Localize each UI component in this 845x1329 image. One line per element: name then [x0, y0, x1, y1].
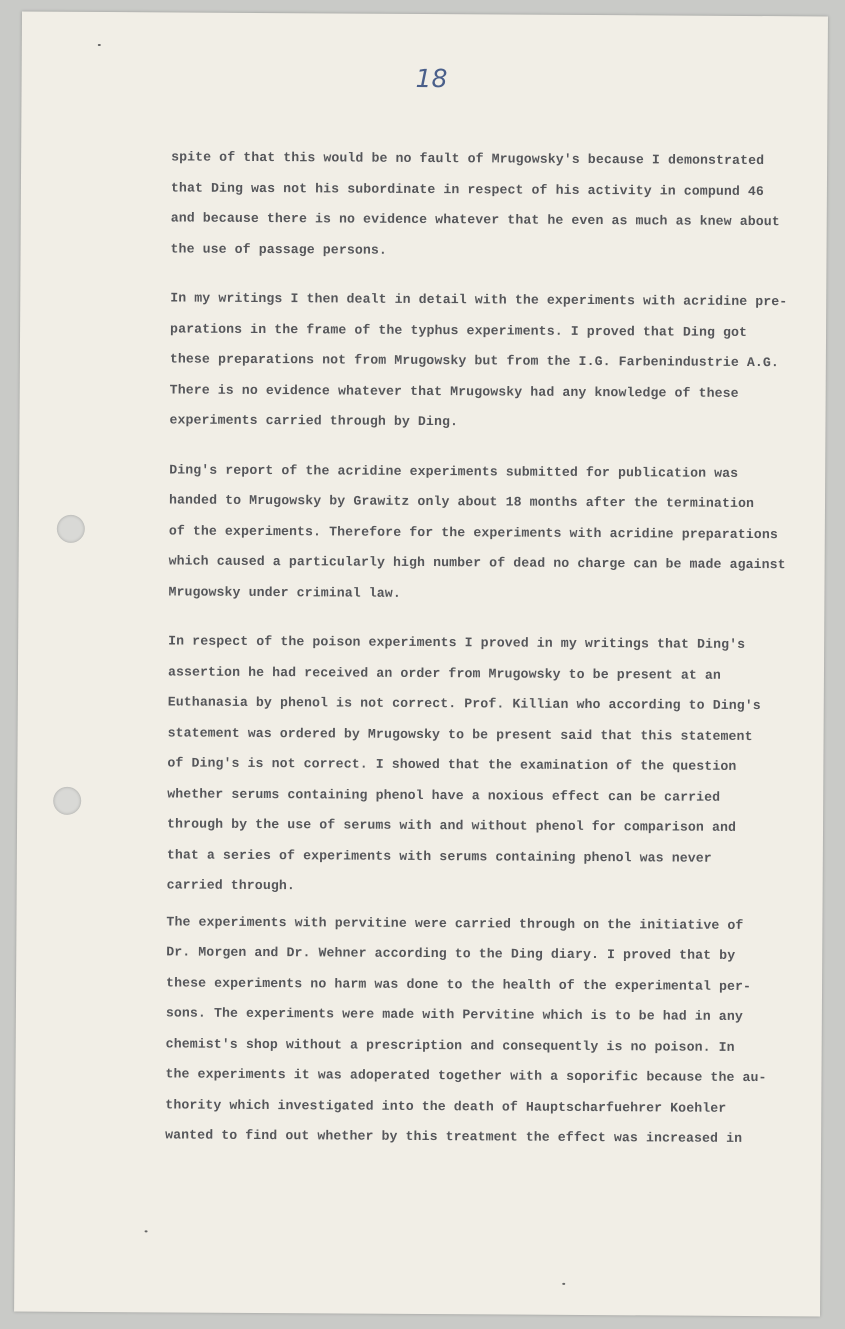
text-line: through by the use of serums with and without phenol for comparison and: [167, 816, 737, 835]
text-line: of Ding's is not correct. I showed that the examination of the question: [167, 755, 737, 774]
document-body: [165, 142, 821, 1173]
text-line: whether serums containing phenol have a noxious effect can be carried: [167, 785, 721, 805]
text-line: statement was ordered by Mrugowsky to be present said that this statement: [167, 724, 753, 744]
text-line: that Ding was not his subordinate in respect of his activity in compund 46: [170, 179, 765, 199]
text-line: Mrugowsky under criminal law.: [168, 583, 401, 601]
text-line: chemist's shop without a prescription and consequently is no poison. In: [165, 1035, 735, 1055]
punch-hole-bottom: [53, 787, 81, 815]
text-line: these experiments no harm was done to the health of the experimental per-: [166, 974, 752, 994]
text-line: thority which investigated into the death of Hauptscharfuehrer Koehler: [165, 1096, 727, 1116]
text-line: which caused a particularly high number of dead no charge can be made against: [168, 553, 786, 573]
text-line: In respect of the poison experiments I proved in my writings that Ding's: [168, 633, 746, 652]
text-line: Dr. Morgen and Dr. Wehner according to the Ding diary. I proved that by: [166, 944, 736, 963]
text-line: sons. The experiments were made with Pervitine which is to be had in any: [165, 1005, 743, 1024]
text-line: parations in the frame of the typhus experiments. I proved that Ding got: [170, 320, 748, 340]
text-line: the use of passage persons.: [170, 240, 387, 258]
paper-speck: [145, 1230, 148, 1232]
paragraph-5: [165, 907, 816, 1155]
page-number: 18: [415, 63, 448, 94]
text-line: Euthanasia by phenol is not correct. Prof. Killian who according to Ding's: [167, 694, 761, 714]
text-line: that a series of experiments with serums containing phenol was never: [166, 846, 712, 866]
text-line: of the experiments. Therefore for the experiments with acridine preparations: [168, 522, 778, 542]
paper-speck: [98, 44, 101, 46]
text-line: experiments carried through by Ding.: [169, 412, 459, 430]
text-line: handed to Mrugowsky by Grawitz only about 18 months after the termination: [168, 492, 755, 512]
text-line: these preparations not from Mrugowsky but from the I.G. Farbenindustrie A.G.: [169, 351, 779, 371]
document-page: [14, 12, 828, 1317]
paragraph-3: [168, 455, 819, 611]
text-line: and because there is no evidence whatever that he even as much as knew about: [170, 210, 780, 230]
paragraph-1: [170, 142, 821, 268]
text-line: wanted to find out whether by this treatment the effect was increased in: [165, 1127, 743, 1146]
punch-hole-top: [57, 515, 85, 543]
text-line: carried through.: [166, 877, 295, 894]
paper-speck: [562, 1283, 565, 1285]
text-line: spite of that this would be no fault of Mrugowsky's because I demonstrated: [171, 149, 765, 169]
text-line: assertion he had received an order from Mrugowsky to be present at an: [167, 663, 721, 683]
text-line: The experiments with pervitine were carried through on the initiative of: [166, 913, 744, 933]
text-line: the experiments it was adoperated together with a soporific because the au-: [165, 1066, 767, 1086]
paragraph-4: [167, 626, 819, 904]
text-line: In my writings I then dealt in detail with the experiments with acridine pre-: [170, 290, 788, 310]
text-line: There is no evidence whatever that Mrugowsky had any knowledge of these: [169, 381, 739, 401]
paragraph-2: [169, 283, 820, 439]
text-line: Ding's report of the acridine experiments submitted for publication was: [169, 461, 739, 481]
